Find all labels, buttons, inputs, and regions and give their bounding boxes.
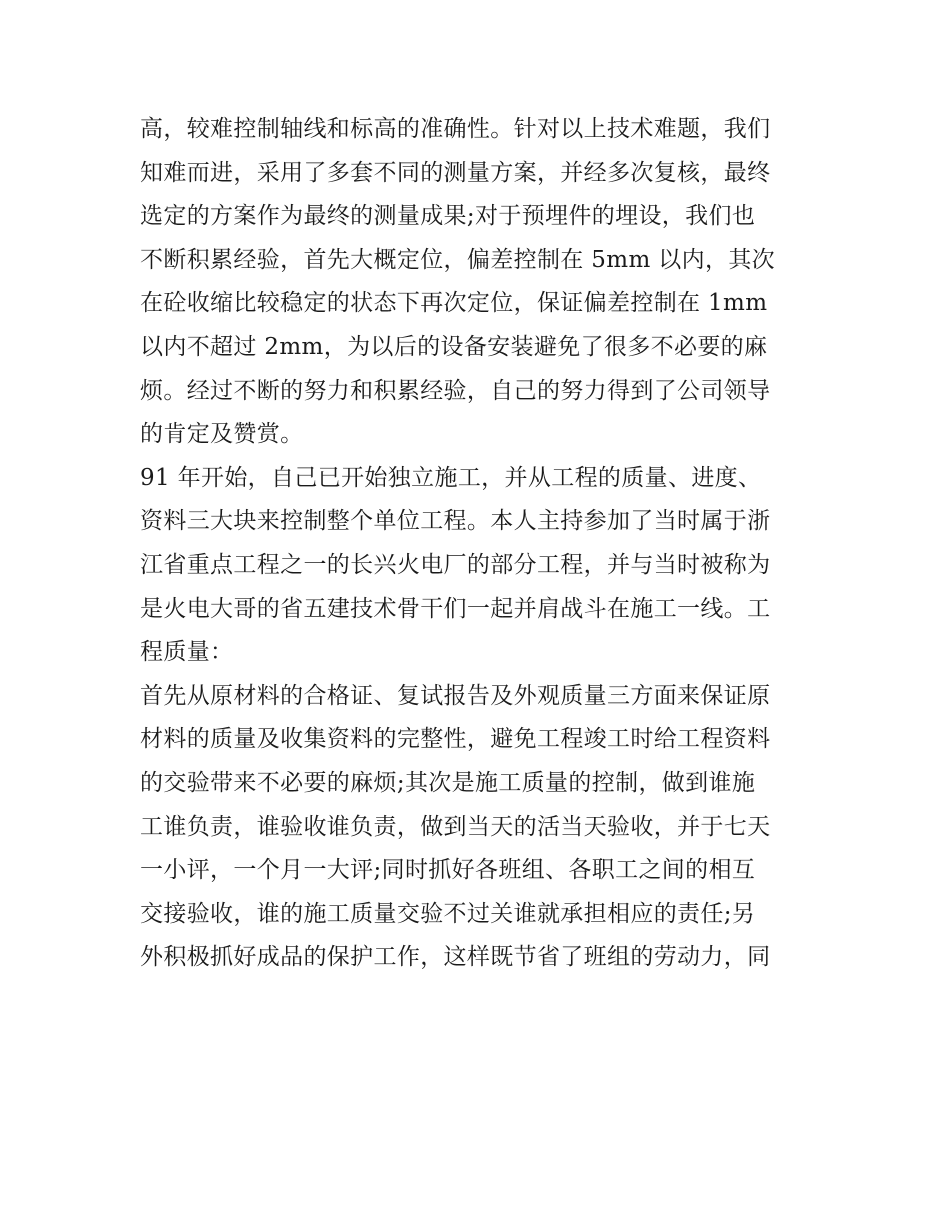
text-line: 选定的方案作为最终的测量成果;对于预埋件的埋设，我们也	[140, 203, 756, 230]
text-line: 以内不超过 2mm，为以后的设备安装避免了很多不必要的麻	[140, 333, 768, 360]
text-line: 程质量：	[140, 639, 234, 666]
text-line: 是火电大哥的省五建技术骨干们一起并肩战斗在施工一线。工	[140, 595, 771, 622]
text-line: 外积极抓好成品的保护工作，这样既节省了班组的劳动力，同	[140, 944, 771, 971]
text-line: 材料的质量及收集资料的完整性，避免工程竣工时给工程资料	[140, 726, 771, 753]
document-body	[140, 108, 820, 980]
text-line: 91 年开始，自己已开始独立施工，并从工程的质量、进度、	[140, 464, 762, 491]
text-line: 首先从原材料的合格证、复试报告及外观质量三方面来保证原	[140, 682, 771, 709]
text-line: 烦。经过不断的努力和积累经验，自己的努力得到了公司领导	[140, 377, 771, 404]
text-line: 的肯定及赞赏。	[140, 421, 304, 448]
text-line: 在砼收缩比较稳定的状态下再次定位，保证偏差控制在 1mm	[140, 290, 768, 317]
text-line: 工谁负责，谁验收谁负责，做到当天的活当天验收，并于七天	[140, 813, 771, 840]
text-line: 不断积累经验，首先大概定位，偏差控制在 5mm 以内，其次	[140, 246, 776, 273]
text-line: 高，较难控制轴线和标高的准确性。针对以上技术难题，我们	[140, 116, 771, 142]
text-line: 一小评，一个月一大评;同时抓好各班组、各职工之间的相互	[140, 857, 756, 884]
text-line: 资料三大块来控制整个单位工程。本人主持参加了当时属于浙	[140, 508, 771, 535]
text-line: 交接验收，谁的施工质量交验不过关谁就承担相应的责任;另	[140, 900, 756, 927]
text-line: 的交验带来不必要的麻烦;其次是施工质量的控制，做到谁施	[140, 769, 756, 796]
text-line: 知难而进，采用了多套不同的测量方案，并经多次复核，最终	[140, 159, 771, 186]
text-line: 江省重点工程之一的长兴火电厂的部分工程，并与当时被称为	[140, 551, 771, 578]
